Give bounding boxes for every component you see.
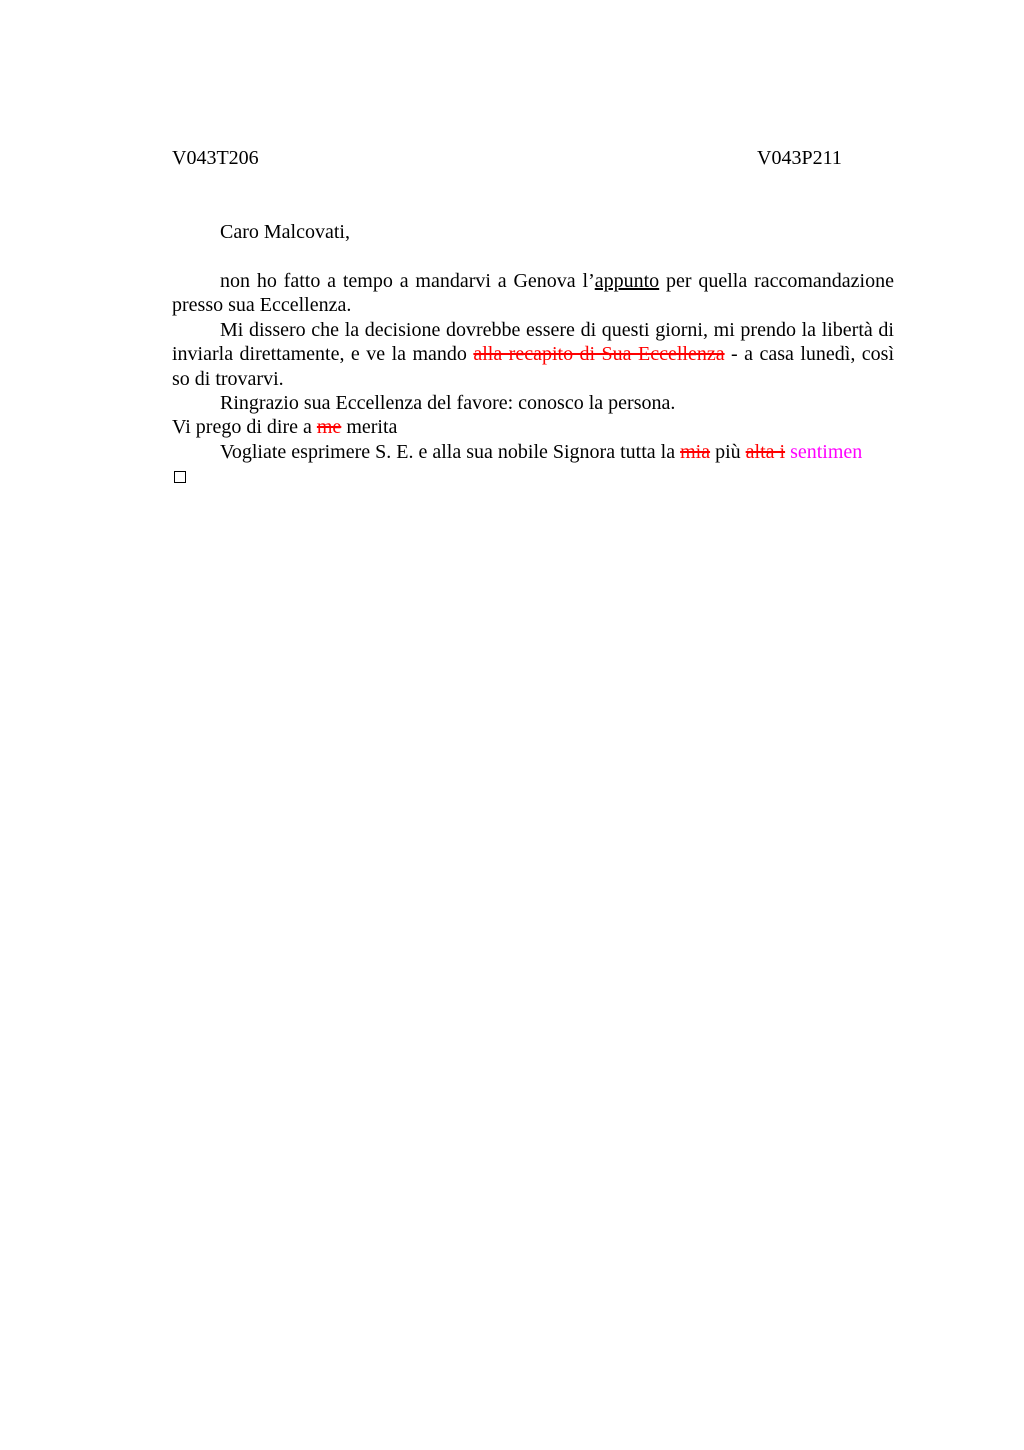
paragraph-3: Ringrazio sua Eccellenza del favore: conosco la persona. — [220, 392, 676, 415]
paragraph-2 — [172, 318, 894, 391]
checkbox-square-icon — [174, 471, 186, 483]
document-code-left: V043T206 — [172, 147, 259, 169]
deleted-text: alla recapito di Sua Eccellenza — [473, 343, 725, 366]
paragraph-5-text-middle: più — [710, 440, 746, 463]
paragraph-4-text-after: merita — [341, 416, 398, 439]
paragraph-2-text-before: Mi dissero che la decisione dovrebbe essere di questi giorni, mi prendo la libertà di inviarla direttamente, e ve la mando — [172, 318, 894, 366]
paragraph-1-text-after: per quella raccomandazione presso sua Eccellenza. — [172, 270, 894, 317]
letter-body — [172, 269, 894, 489]
document-code-right: V043P211 — [757, 147, 842, 169]
paragraph-4 — [172, 415, 894, 439]
paragraph-5-text-before: Vogliate esprimere S. E. e alla sua nobile Signora tutta la — [220, 440, 681, 463]
paragraph-1 — [172, 269, 894, 318]
end-marker-line — [172, 464, 894, 488]
added-text: sentimen — [790, 440, 863, 463]
salutation-block — [172, 220, 894, 244]
salutation: Caro Malcovati, — [220, 221, 350, 243]
paragraph-5 — [172, 440, 894, 464]
deleted-text: mia — [680, 440, 711, 463]
underlined-word: appunto — [594, 270, 660, 292]
deleted-text: me — [316, 416, 342, 439]
paragraph-4-text-before: Vi prego di dire a — [172, 416, 317, 439]
deleted-text: alta i — [745, 440, 786, 463]
paragraph-1-text-before: non ho fatto a tempo a mandarvi a Genova l’ — [220, 270, 595, 292]
paragraph-2-text-after: - a casa lunedì, così so di trovarvi. — [172, 343, 895, 390]
